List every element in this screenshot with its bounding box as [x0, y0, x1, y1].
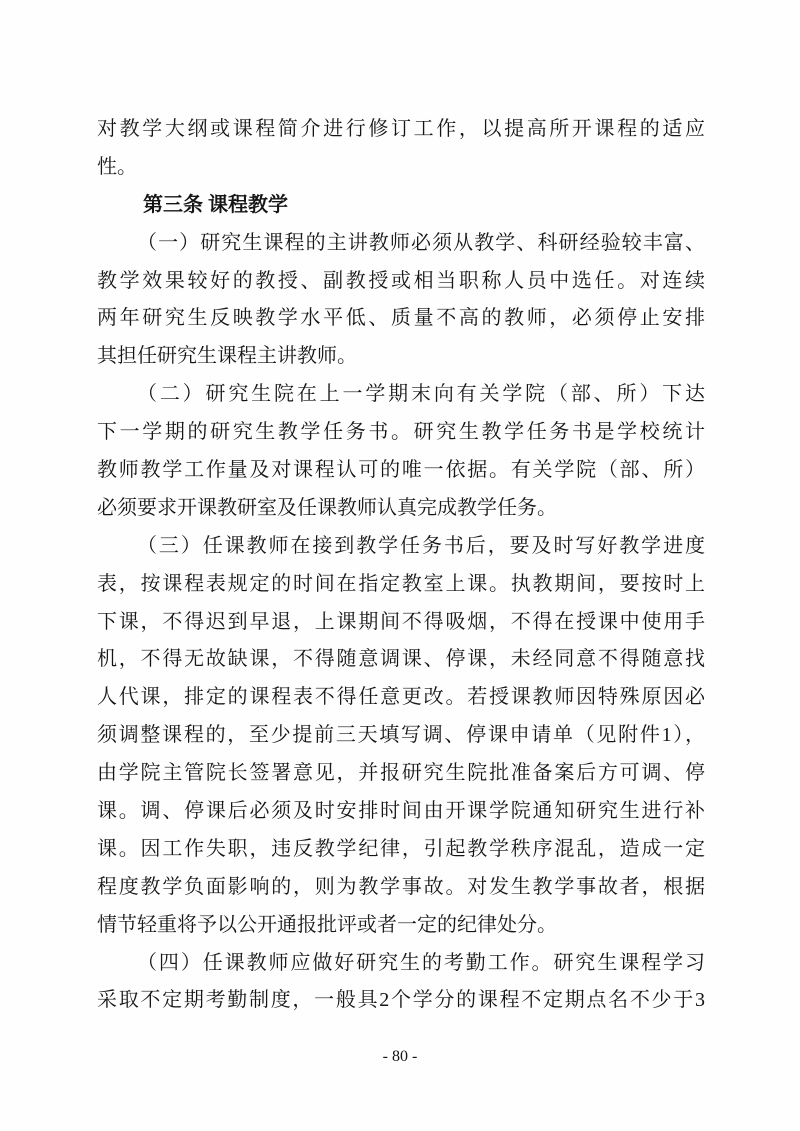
text-line: 程度教学负面影响的，则为教学事故。对发生教学事故者，根据: [97, 875, 705, 898]
text-line: 情节轻重将予以公开通报批评或者一定的纪律处分。: [97, 913, 557, 936]
text-line: 须调整课程的，至少提前三天填写调、停课申请单（见附件1），: [97, 724, 705, 747]
continuation-paragraph: [97, 111, 705, 187]
page-number: - 80 -: [382, 1048, 418, 1065]
text-line: 采取不定期考勤制度，一般具2个学分的课程不定期点名不少于3: [97, 989, 705, 1012]
text-line: 人代课，排定的课程表不得任意更改。若授课教师因特殊原因必: [97, 686, 705, 709]
text-line: 课。调、停课后必须及时安排时间由开课学院通知研究生进行补: [97, 800, 705, 823]
text-line: 下课，不得迟到早退，上课期间不得吸烟，不得在授课中使用手: [97, 610, 705, 633]
text-line: 下一学期的研究生教学任务书。研究生教学任务书是学校统计: [97, 421, 705, 444]
text-line: 课。因工作失职，违反教学纪律，引起教学秩序混乱，造成一定: [97, 837, 705, 860]
clause-2-paragraph: [97, 376, 705, 528]
text-line: 对教学大纲或课程简介进行修订工作，以提高所开课程的适应: [97, 118, 705, 140]
text-line: 由学院主管院长签署意见，并报研究生院批准备案后方可调、停: [97, 762, 705, 785]
clause-3-paragraph: [97, 528, 705, 945]
text-line: 教师教学工作量及对课程认可的唯一依据。有关学院（部、所）: [97, 459, 705, 482]
text-line: 必须要求开课教研室及任课教师认真完成教学任务。: [97, 496, 557, 519]
clause-1-paragraph: [97, 225, 705, 377]
text-line: （三）任课教师在接到教学任务书后，要及时写好教学进度: [137, 534, 705, 557]
text-line: 机，不得无故缺课，不得随意调课、停课，未经同意不得随意找: [97, 648, 705, 671]
text-line: 其担任研究生课程主讲教师。: [97, 345, 357, 368]
body-text: [97, 111, 705, 1020]
text-line: （二）研究生院在上一学期末向有关学院（部、所）下达: [137, 383, 705, 406]
text-line: 教学效果较好的教授、副教授或相当职称人员中选任。对连续: [97, 269, 705, 292]
text-line: 性。: [97, 155, 137, 178]
text-line: 表，按课程表规定的时间在指定教室上课。执教期间，要按时上: [97, 572, 705, 595]
text-line: （一）研究生课程的主讲教师必须从教学、科研经验较丰富、: [137, 231, 705, 254]
text-line: （四）任课教师应做好研究生的考勤工作。研究生课程学习: [137, 951, 705, 974]
clause-4-paragraph: [97, 945, 705, 1021]
article-heading: 第三条 课程教学: [143, 193, 288, 216]
text-line: 两年研究生反映教学水平低、质量不高的教师，必须停止安排: [97, 307, 705, 330]
